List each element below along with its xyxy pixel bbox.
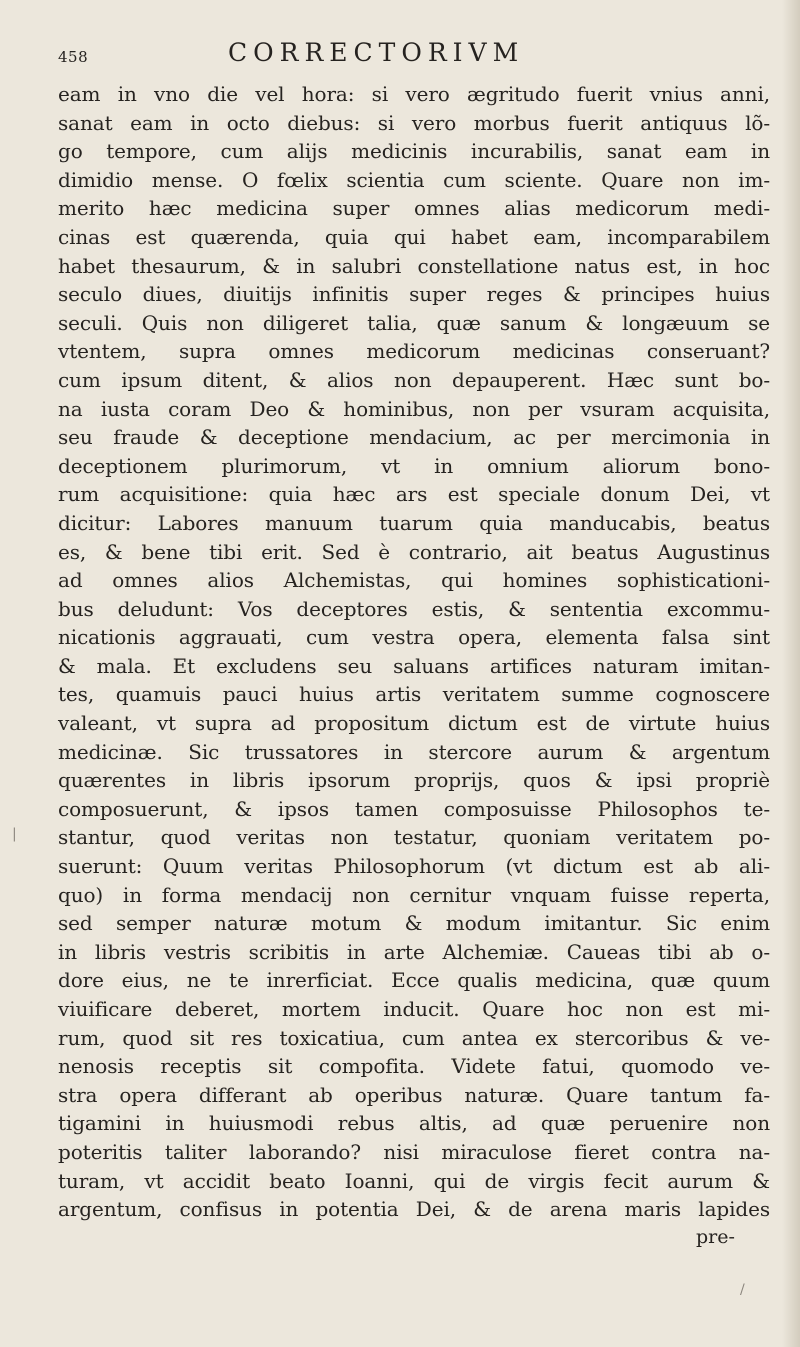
text-line: cinas est quærenda, quia qui habet eam, incomparabilem	[58, 224, 770, 249]
text-line: nicationis aggrauati, cum vestra opera, elementa falsa sint	[58, 625, 770, 650]
text-line: stantur, quod veritas non testatur, quoniam veritatem po-	[58, 825, 770, 850]
text-line: tes, quamuis pauci huius artis veritatem summe cognoscere	[58, 682, 770, 707]
text-line: viuificare deberet, mortem inducit. Quare hoc non est mi-	[58, 997, 770, 1021]
text-line: poteritis taliter laborando? nisi miraculose fieret contra na-	[58, 1139, 770, 1164]
text-line: quo) in forma mendacij non cernitur vnquam fuisse reperta,	[58, 882, 770, 907]
text-line: cum ipsum ditent, & alios non depauperent. Hæc sunt bo-	[58, 367, 770, 392]
margin-mark: /	[740, 1282, 745, 1298]
text-line: deceptionem plurimorum, vt in omnium aliorum bono-	[58, 453, 770, 478]
text-line: medicinæ. Sic trussatores in stercore aurum & argentum	[58, 739, 770, 764]
text-line: seculo diues, diuitijs infinitis super reges & principes huius	[58, 282, 770, 307]
text-line: ad omnes alios Alchemistas, qui homines sophisticationi-	[58, 568, 770, 593]
body-text	[58, 80, 770, 1224]
text-line: composuerunt, & ipsos tamen composuisse Philosophos te-	[58, 796, 770, 821]
text-line: rum acquisitione: quia hæc ars est speciale donum Dei, vt	[58, 482, 770, 507]
text-line: eam in vno die vel hora: si vero ægritudo fuerit vnius anni,	[58, 82, 770, 106]
text-line: vtentem, supra omnes medicorum medicinas conseruant?	[58, 339, 770, 364]
text-line: in libris vestris scribitis in arte Alchemiæ. Caueas tibi ab o-	[58, 939, 770, 964]
text-line: na iusta coram Deo & hominibus, non per vsuram acquisita,	[58, 396, 770, 421]
text-line: valeant, vt supra ad propositum dictum est de virtute huius	[58, 711, 770, 736]
text-line: nenosis receptis sit compofita. Videte fatui, quomodo ve-	[58, 1054, 770, 1079]
page-edge-shadow	[782, 0, 800, 1347]
text-line: tigamini in huiusmodi rebus altis, ad quæ peruenire non	[58, 1111, 770, 1136]
text-line: merito hæc medicina super omnes alias medicorum medi-	[58, 196, 770, 221]
text-line: stra opera differant ab operibus naturæ. Quare tantum fa-	[58, 1082, 770, 1107]
margin-mark: |	[12, 826, 17, 842]
text-line: sanat eam in octo diebus: si vero morbus fuerit antiquus lõ-	[58, 110, 770, 135]
text-line: bus deludunt: Vos deceptores estis, & sententia excommu-	[58, 596, 770, 621]
text-line: go tempore, cum alijs medicinis incurabilis, sanat eam in	[58, 139, 770, 164]
text-line: dimidio mense. O fœlix scientia cum sciente. Quare non im-	[58, 167, 770, 192]
catchword: pre-	[696, 1226, 735, 1248]
text-line: seculi. Quis non diligeret talia, quæ sanum & longæuum se	[58, 310, 770, 335]
text-line: argentum, confisus in potentia Dei, & de arena maris lapides	[58, 1197, 770, 1222]
text-line: suerunt: Quum veritas Philosophorum (vt dictum est ab ali-	[58, 854, 770, 879]
text-line: dicitur: Labores manuum tuarum quia manducabis, beatus	[58, 510, 770, 535]
text-line: & mala. Et excludens seu saluans artifices naturam imitan-	[58, 653, 770, 678]
running-title: CORRECTORIVM	[228, 38, 525, 67]
text-line: rum, quod sit res toxicatiua, cum antea ex stercoribus & ve-	[58, 1025, 770, 1050]
text-line: sed semper naturæ motum & modum imitantur. Sic enim	[58, 911, 770, 936]
text-line: seu fraude & deceptione mendacium, ac per mercimonia in	[58, 425, 770, 450]
text-line: quærentes in libris ipsorum proprijs, quos & ipsi propriè	[58, 768, 770, 793]
text-line: turam, vt accidit beato Ioanni, qui de virgis fecit aurum &	[58, 1168, 770, 1193]
text-line: dore eius, ne te inrerficiat. Ecce qualis medicina, quæ quum	[58, 968, 770, 993]
page-header	[58, 38, 758, 78]
text-line: habet thesaurum, & in salubri constellatione natus est, in hoc	[58, 253, 770, 278]
page-number: 458	[58, 48, 89, 66]
text-line: es, & bene tibi erit. Sed è contrario, ait beatus Augustinus	[58, 539, 770, 564]
